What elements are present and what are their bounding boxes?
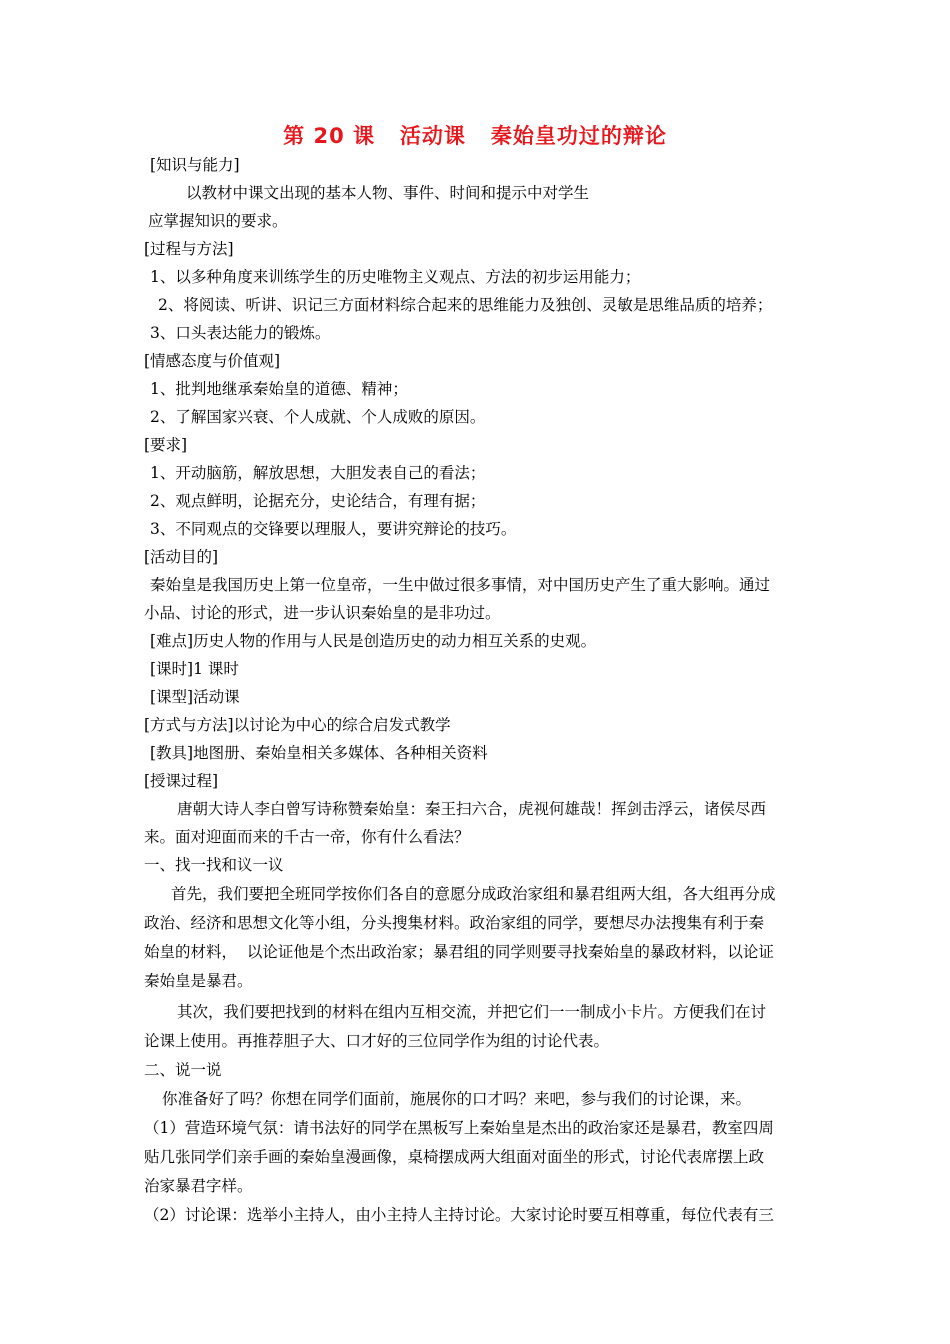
paragraph-line: [课型]活动课	[150, 688, 240, 706]
heading-emotion: [情感态度与价值观]	[144, 352, 281, 370]
list-item: 3、不同观点的交锋要以理服人，要讲究辩论的技巧。	[150, 520, 517, 538]
paragraph-line: 来。面对迎面而来的千古一帝，你有什么看法？	[144, 828, 470, 846]
paragraph-line: 始皇的材料， 以论证他是个杰出政治家；暴君组的同学则要寻找秦始皇的暴政材料，以论证	[144, 943, 774, 961]
paragraph-line: 贴几张同学们亲手画的秦始皇漫画像，桌椅摆成两大组面对面坐的形式，讨论代表席摆上政	[144, 1148, 765, 1166]
heading-requirements: [要求]	[144, 436, 188, 454]
list-item: 2、了解国家兴衰、个人成就、个人成败的原因。	[150, 408, 486, 426]
paragraph-line: 以教材中课文出现的基本人物、事件、时间和提示中对学生	[186, 184, 590, 202]
section-heading: 一、找一找和议一议	[144, 856, 284, 874]
paragraph-line: 小品、讨论的形式，进一步认识秦始皇的是非功过。	[144, 604, 501, 622]
list-item: 2、观点鲜明，论据充分，史论结合，有理有据；	[150, 492, 486, 510]
list-item: 1、开动脑筋，解放思想，大胆发表自己的看法；	[150, 464, 486, 482]
lesson-title: 第 20 课 活动课 秦始皇功过的辩论	[283, 124, 667, 148]
paragraph-line: [方式与方法]以讨论为中心的综合启发式教学	[144, 716, 451, 734]
paragraph-line: 应掌握知识的要求。	[148, 212, 288, 230]
paragraph-line: [教具]地图册、秦始皇相关多媒体、各种相关资料	[150, 744, 488, 762]
paragraph-line: （2）讨论课：选举小主持人，由小主持人主持讨论。大家讨论时要互相尊重，每位代表有三	[144, 1206, 774, 1224]
section-heading: 二、说一说	[144, 1061, 222, 1079]
paragraph-line: [课时]1 课时	[150, 660, 239, 678]
list-item: 1、批判地继承秦始皇的道德、精神；	[150, 380, 408, 398]
paragraph-line: 唐朝大诗人李白曾写诗称赞秦始皇：秦王扫六合，虎视何雄哉！挥剑击浮云，诸侯尽西	[177, 800, 767, 818]
list-item: 3、口头表达能力的锻炼。	[150, 324, 331, 342]
paragraph-line: 论课上使用。再推荐胆子大、口才好的三位同学作为组的讨论代表。	[144, 1032, 610, 1050]
list-item: 1、以多种角度来训练学生的历史唯物主义观点、方法的初步运用能力；	[150, 268, 641, 286]
paragraph-line: 治家暴君字样。	[144, 1177, 253, 1195]
paragraph-line: 秦始皇是我国历史上第一位皇帝，一生中做过很多事情，对中国历史产生了重大影响。通过	[150, 576, 771, 594]
list-item: 2、将阅读、听讲、识记三方面材料综合起来的思维能力及独创、灵敏是思维品质的培养；	[158, 296, 773, 314]
heading-knowledge: [知识与能力]	[150, 156, 240, 174]
paragraph-line: [难点]历史人物的作用与人民是创造历史的动力相互关系的史观。	[150, 632, 597, 650]
paragraph-line: 你准备好了吗？你想在同学们面前，施展你的口才吗？来吧，参与我们的讨论课，来。	[162, 1090, 752, 1108]
heading-process: [过程与方法]	[144, 240, 234, 258]
paragraph-line: （1）营造环境气氛：请书法好的同学在黑板写上秦始皇是杰出的政治家还是暴君，教室四周	[144, 1119, 774, 1137]
heading-teaching-process: [授课过程]	[144, 772, 219, 790]
paragraph-line: 其次，我们要把找到的材料在组内互相交流，并把它们一一制成小卡片。方便我们在讨	[177, 1003, 767, 1021]
heading-purpose: [活动目的]	[144, 548, 219, 566]
paragraph-line: 政治、经济和思想文化等小组，分头搜集材料。政治家组的同学，要想尽办法搜集有利于秦	[144, 914, 765, 932]
paragraph-line: 秦始皇是暴君。	[144, 972, 253, 990]
paragraph-line: 首先，我们要把全班同学按你们各自的意愿分成政治家组和暴君组两大组，各大组再分成	[171, 885, 776, 903]
